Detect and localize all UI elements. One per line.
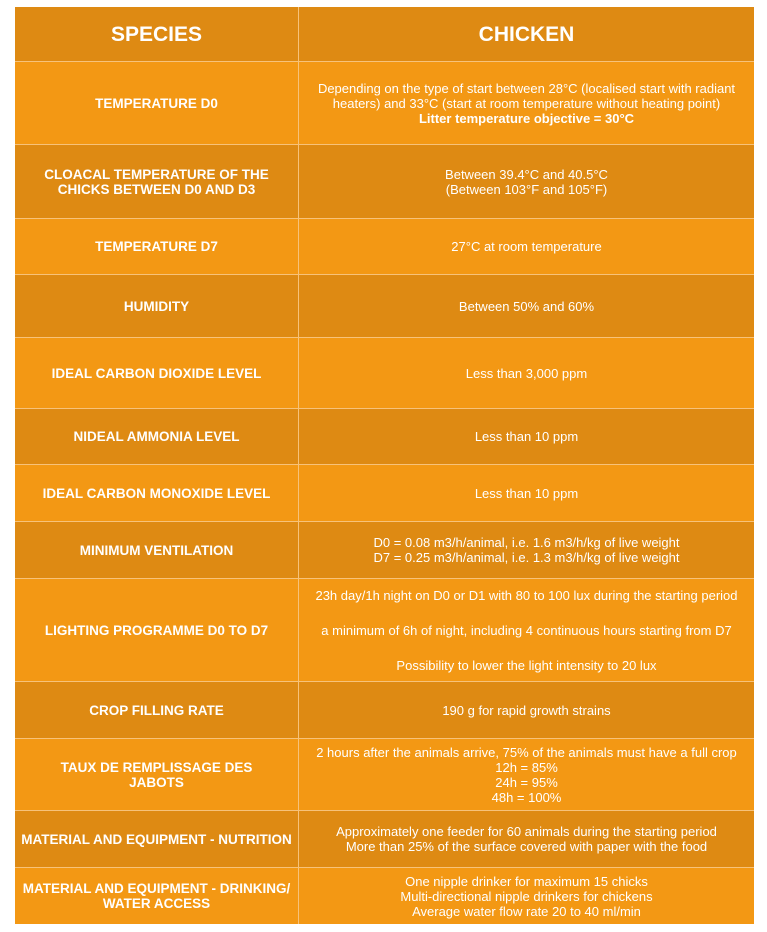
value-line: (Between 103°F and 105°F) [445, 181, 608, 197]
row-label: MINIMUM VENTILATION [15, 522, 299, 578]
row-label: HUMIDITY [15, 275, 299, 337]
table-row [15, 682, 754, 739]
row-value [299, 868, 754, 924]
table-row [15, 338, 754, 409]
table-row [15, 811, 754, 868]
label-line: MATERIAL AND EQUIPMENT - DRINKING/ [22, 881, 291, 896]
row-value [299, 62, 754, 144]
row-label: CLOACAL TEMPERATURE OF THE CHICKS BETWEEN D0 AND D3 [15, 145, 299, 218]
value-line: Average water flow rate 20 to 40 ml/min [412, 903, 641, 919]
row-value [299, 219, 754, 274]
table-row [15, 219, 754, 275]
row-value [299, 522, 754, 578]
label-line: TAUX DE REMPLISSAGE DES [60, 759, 253, 775]
row-label: CROP FILLING RATE [15, 682, 299, 738]
row-label: LIGHTING PROGRAMME D0 TO D7 [15, 579, 299, 681]
row-label [15, 868, 299, 924]
row-label: NIDEAL AMMONIA LEVEL [15, 409, 299, 464]
value-line-bold: Litter temperature objective = 30°C [418, 110, 635, 126]
table-header-row [15, 7, 754, 62]
value-line: Less than 3,000 ppm [465, 365, 588, 381]
value-line: One nipple drinker for maximum 15 chicks [405, 873, 648, 889]
table-row [15, 465, 754, 522]
value-line: Multi-directional nipple drinkers for chickens [400, 888, 653, 904]
value-line: a minimum of 6h of night, including 4 continuous hours starting from D7 [321, 622, 732, 638]
row-label: TEMPERATURE D7 [15, 219, 299, 274]
value-line: 23h day/1h night on D0 or D1 with 80 to 100 lux during the starting period [315, 587, 738, 603]
row-label: TEMPERATURE D0 [15, 62, 299, 144]
row-value [299, 409, 754, 464]
row-value [299, 579, 754, 681]
label-line: JABOTS [129, 774, 184, 790]
value-line: heaters) and 33°C (start at room temperature without heating point) [332, 95, 721, 111]
row-label [15, 739, 299, 810]
value-line: Approximately one feeder for 60 animals during the starting period [336, 824, 717, 839]
value-line: D7 = 0.25 m3/h/animal, i.e. 1.3 m3/h/kg of live weight [373, 550, 680, 565]
value-line: 48h = 100% [491, 789, 562, 805]
header-species: SPECIES [15, 7, 299, 61]
value-line: More than 25% of the surface covered with paper with the food [345, 839, 708, 854]
value-line: 2 hours after the animals arrive, 75% of the animals must have a full crop [316, 744, 737, 760]
value-line: Possibility to lower the light intensity to 20 lux [396, 657, 657, 673]
value-line: Depending on the type of start between 28°C (localised start with radiant [317, 80, 736, 96]
row-value [299, 739, 754, 810]
table-row [15, 275, 754, 338]
value-line: D0 = 0.08 m3/h/animal, i.e. 1.6 m3/h/kg of live weight [373, 535, 680, 550]
value-line: Between 50% and 60% [458, 298, 595, 314]
row-value [299, 145, 754, 218]
value-line: 190 g for rapid growth strains [442, 702, 611, 718]
value-line: Less than 10 ppm [474, 485, 579, 501]
value-line: 12h = 85% [495, 759, 558, 775]
table-row [15, 62, 754, 145]
table-row [15, 868, 754, 924]
value-line: Between 39.4°C and 40.5°C [445, 166, 608, 182]
row-value [299, 682, 754, 738]
table-row [15, 739, 754, 811]
value-line: 27°C at room temperature [451, 239, 602, 254]
table-row [15, 522, 754, 579]
row-value [299, 465, 754, 521]
row-value [299, 338, 754, 408]
row-label: IDEAL CARBON DIOXIDE LEVEL [15, 338, 299, 408]
header-chicken: CHICKEN [478, 22, 575, 46]
value-line: 24h = 95% [495, 774, 558, 790]
chick-start-table [15, 7, 754, 924]
row-value [299, 811, 754, 867]
table-row [15, 579, 754, 682]
table-row [15, 145, 754, 219]
table-row [15, 409, 754, 465]
row-label: IDEAL CARBON MONOXIDE LEVEL [15, 465, 299, 521]
label-line: WATER ACCESS [102, 896, 211, 911]
row-label: MATERIAL AND EQUIPMENT - NUTRITION [15, 811, 299, 867]
row-value [299, 275, 754, 337]
value-line: Less than 10 ppm [474, 429, 579, 444]
